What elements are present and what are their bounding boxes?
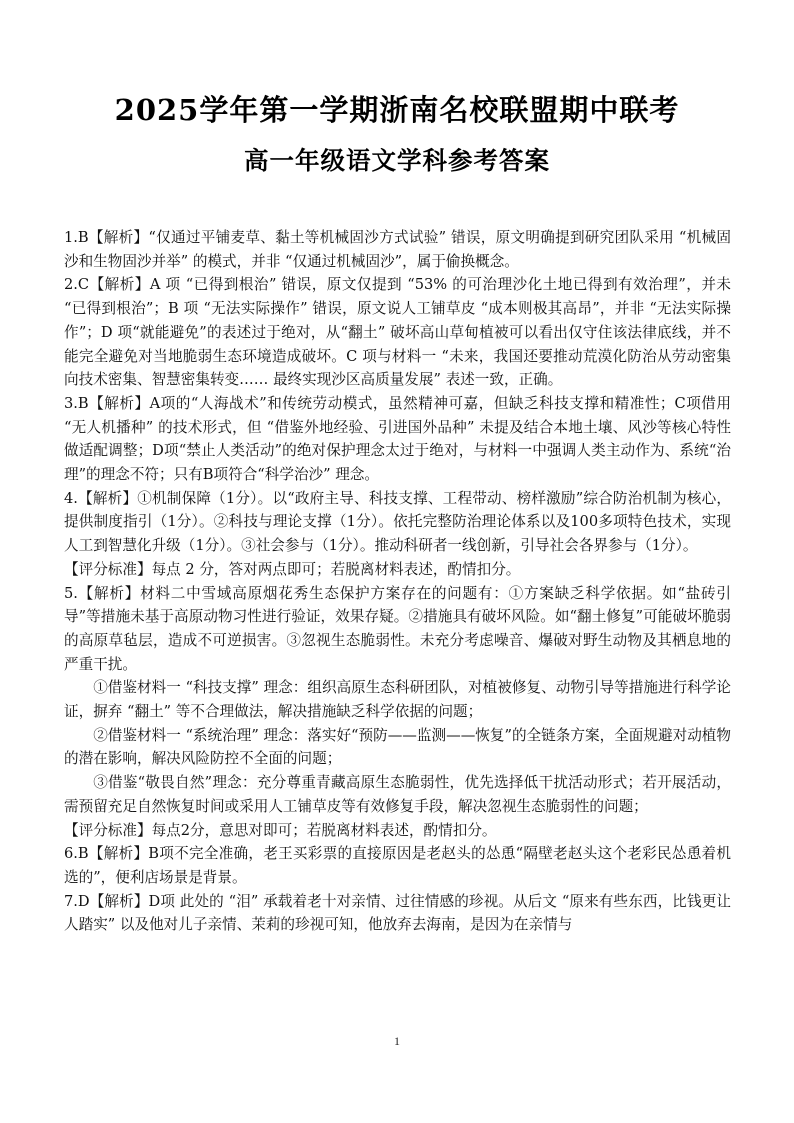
answer-5-point-2: ②借鉴材料一 “系统治理” 理念：落实好“预防——监测——恢复”的全链条方案，全面规避对动植物的潜在影响，解决风险防控不全面的问题； [64,726,731,768]
answer-paragraph-5: 5.【解析】材料二中雪域高原烟花秀生态保护方案存在的问题有：①方案缺乏科学依据。如“盐砖引导”等措施未基于高原动物习性进行验证，效果存疑。②措施具有破坏风险。如“翻土修复”可能破坏脆弱的高原草毡层，造成不可逆损害。③忽视生态脆弱性。未充分考虑噪音、爆破对野生动物及其栖息地的严重干扰。 [64,584,731,673]
scoring-standard-5: 【评分标准】每点2分，意思对即可；若脱离材料表述，酌情扣分。 [64,821,497,839]
answer-5-point-3: ③借鉴“敬畏自然”理念：充分尊重青藏高原生态脆弱性，优先选择低干扰活动形式；若开展活动，需预留充足自然恢复时间或采用人工铺草皮等有效修复手段，解决忽视生态脆弱性的问题； [64,774,731,815]
answer-paragraph-4: 4.【解析】①机制保障（1分）。以“政府主导、科技支撑、工程带动、榜样激励”综合防治机制为核心，提供制度指引（1分）。②科技与理论支撑（1分）。依托完整防治理论体系以及100多项特色技术，实现人工到智慧化升级（1分）。③社会参与（1分）。推动科研者一线创新，引导社会各界参与（1分）。 [64,489,731,555]
answer-paragraph-7: 7.D【解析】D项 此处的 “泪” 承载着老十对亲情、过往情感的珍视。从后文 “原来有些东西，比钱更让人踏实” 以及他对儿子亲情、茉莉的珍视可知，他放弃去海南，是因为在亲情与 [64,892,731,934]
answer-5-point-1: ①借鉴材料一 “科技支撑” 理念：组织高原生态科研团队，对植被修复、动物引导等措施进行科学论证，摒弃 “翻土” 等不合理做法，解决措施缺乏科学依据的问题； [64,679,731,721]
document-subtitle: 高一年级语文学科参考答案 [244,146,550,175]
document-title: 2025学年第一学期浙南名校联盟期中联考 [114,93,680,127]
answer-paragraph-1: 1.B【解析】“仅通过平铺麦草、黏土等机械固沙方式试验” 错误，原文明确提到研究团队采用 “机械固沙和生物固沙并举” 的模式，并非 “仅通过机械固沙”，属于偷换概念。 [64,229,731,270]
page-number: 1 [394,1034,400,1048]
answer-paragraph-2: 2.C【解析】A 项 “已得到根治” 错误，原文仅提到 “53% 的可治理沙化土地已得到有效治理”，并未 “已得到根治”；B 项 “无法实际操作” 错误，原文说人工铺草皮 “成本则极其高昂”，并非 “无法实际操作”；D 项“就能避免”的表述过于绝对，从“翻土” 破坏高山草甸植被可以看出仅守住该法律底线，并不能完全避免对当地脆弱生态环境造成破坏。C 项与材料一 “未来，我国还要推动荒漠化防治从劳动密集向技术密集、智慧密集转变…… 最终实现沙区高质量发展” 表述一致，正确。 [64,276,731,389]
document-body [64,226,731,937]
answer-paragraph-6: 6.B【解析】B项不完全准确，老王买彩票的直接原因是老赵头的怂恿“隔壁老赵头这个老彩民怂恿着机选的”，便利店场景是背景。 [64,845,731,886]
answer-paragraph-3: 3.B【解析】A项的“人海战术”和传统劳动模式，虽然精神可嘉，但缺乏科技支撑和精准性；C项借用 “无人机播种” 的技术形式，但 “借鉴外地经验、引进国外品种” 未提及结合本地土壤、风沙等核心特性做适配调整；D项“禁止人类活动”的绝对保护理念太过于绝对，与材料一中强调人类主动作为、系统“治理”的理念不符；只有B项符合“科学治沙” 理念。 [64,394,731,484]
scoring-standard-4: 【评分标准】每点 2 分，答对两点即可；若脱离材料表述，酌情扣分。 [64,560,521,578]
